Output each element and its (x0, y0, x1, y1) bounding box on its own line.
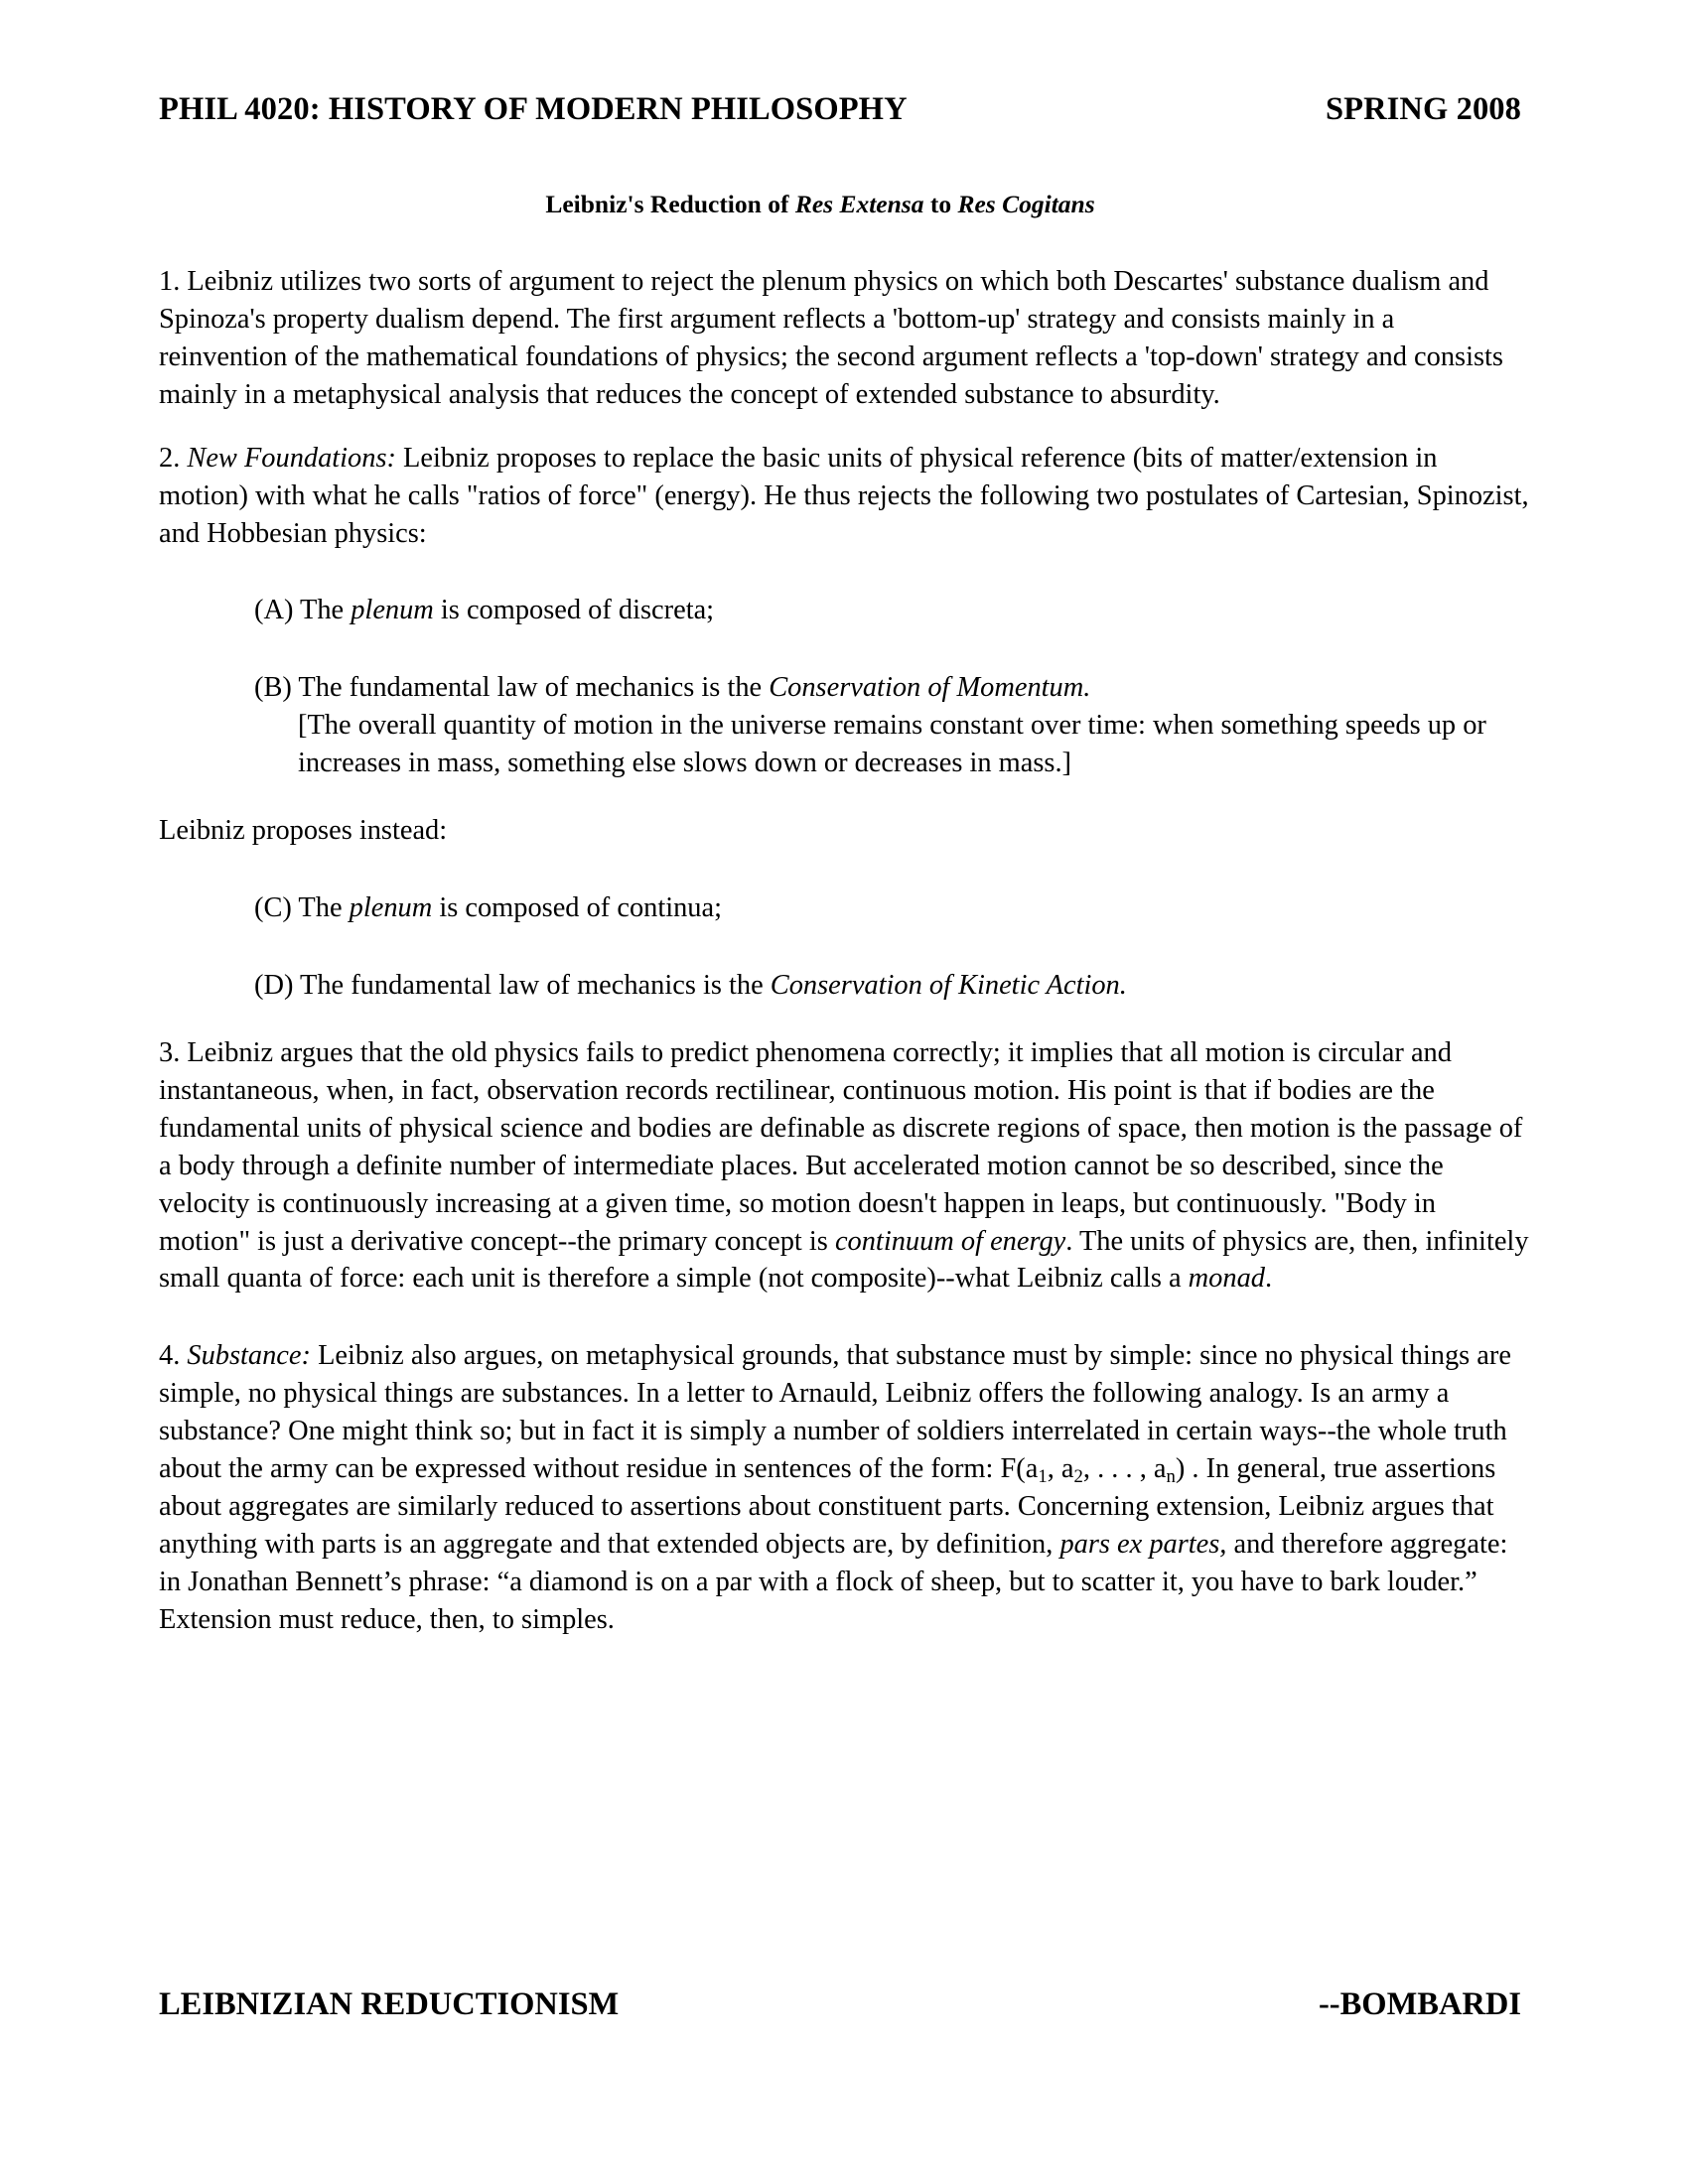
paragraph-2-number: 2. (159, 442, 188, 474)
list-item-a (159, 592, 1529, 629)
item-a-prefix: (A) The (254, 595, 352, 626)
paragraph-3-segment-1: 3. Leibniz argues that the old physics fails to predict phenomena correctly; it implies that all motion is circular and instantaneous, when, in fact, observation records rectilinear, continuous motion. His point is that if bodies are the fundamental units of physical science and bodies are definable as discrete regions of space, then motion is the passage of a body through a definite number of intermediate places. But accelerated motion cannot be so described, since the velocity is continuously increasing at a given time, so motion doesn't happen in leaps, but continuously. "Body in motion" is just a derivative concept--the primary concept is (159, 1036, 1523, 1257)
spacer (159, 876, 1529, 889)
item-b-bracket-note: [The overall quantity of motion in the universe remains constant over time: when something speeds up or increases in mass, something else slows down or decreases in mass.] (298, 710, 1486, 779)
footer-author: --BOMBARDI (1318, 1986, 1521, 2022)
subtitle-part-1: Leibniz's Reduction of (545, 190, 795, 218)
paragraph-4 (159, 1337, 1529, 1638)
paragraph-3 (159, 1034, 1529, 1297)
item-c-suffix: is composed of continua; (432, 892, 722, 924)
paragraph-4-segment-2: , a (1047, 1453, 1074, 1485)
paragraph-4-heading-italic: Substance: (187, 1340, 311, 1372)
subscript-2: 2 (1073, 1466, 1083, 1488)
list-item-c (159, 889, 1529, 927)
item-b-italic-conservation-of-momentum: Conservation of Momentum. (769, 672, 1091, 704)
footer-title: LEIBNIZIAN REDUCTIONISM (159, 1986, 620, 2022)
paragraph-4-segment-4: ) . In general, true assertions about aggregates are similarly reduced to assertions about constituent parts. Concerning extension, Leibniz argues that anything with parts is an aggregate and that extended objects are, by definition, (159, 1453, 1496, 1560)
subtitle-italic-res-cogitans: Res Cogitans (957, 190, 1095, 218)
list-item-b (159, 669, 1529, 782)
paragraph-4-segment-3: , . . . , a (1082, 1453, 1167, 1485)
paragraph-1: 1. Leibniz utilizes two sorts of argument to reject the plenum physics on which both Descartes' substance dualism and Spinoza's property dualism depend. The first argument reflects a 'bottom-up' strategy and consists mainly in a reinvention of the mathematical foundations of physics; the second argument reflects a 'top-down' strategy and consists mainly in a metaphysical analysis that reduces the concept of extended substance to absurdity. (159, 266, 1503, 410)
item-a-italic-plenum: plenum (351, 595, 434, 626)
spacer (159, 578, 1529, 592)
subscript-1: 1 (1038, 1466, 1048, 1488)
subtitle-italic-res-extensa: Res Extensa (794, 190, 924, 218)
spacer (159, 1323, 1529, 1337)
item-a-suffix: is composed of discreta; (433, 595, 715, 626)
spacer (159, 655, 1529, 669)
paragraph-2 (159, 440, 1529, 553)
subscript-n: n (1166, 1466, 1176, 1488)
list-item-d (159, 967, 1529, 1005)
document-footer (159, 1986, 1529, 2023)
paragraph-3-segment-2: . The units of physics are, then, infinitely small quanta of force: each unit is therefore a simple (not composite)--what Leibniz calls a (159, 1225, 1529, 1295)
item-d-italic-conservation-of-kinetic-action: Conservation of Kinetic Action. (770, 969, 1127, 1001)
paragraph-4-segment-5: and therefore aggregate: in Jonathan Bennett’s phrase: “a diamond is on a par with a flock of sheep, but to scatter it, you have to bark louder.” Extension must reduce, then, to simples. (159, 1528, 1508, 1635)
term-label: SPRING 2008 (1325, 91, 1521, 127)
paragraph-2-text: Leibniz proposes to replace the basic units of physical reference (bits of matter/extension in motion) with what he calls "ratios of force" (energy). He thus rejects the following two postulates of Cartesian, Spinozist, and Hobbesian physics: (159, 442, 1529, 549)
document-body (159, 263, 1529, 1639)
course-title: PHIL 4020: HISTORY OF MODERN PHILOSOPHY (159, 91, 908, 127)
paragraph-2-heading-italic: New Foundations: (187, 442, 396, 474)
subtitle-part-2: to (923, 190, 958, 218)
paragraph-4-italic-pars-ex-partes: pars ex partes, (1059, 1528, 1227, 1560)
spacer (159, 953, 1529, 967)
paragraph-4-number: 4. (159, 1340, 188, 1372)
item-b-prefix: (B) The fundamental law of mechanics is the (254, 672, 770, 704)
item-d-prefix: (D) The fundamental law of mechanics is the (254, 969, 771, 1001)
item-c-italic-plenum: plenum (349, 892, 433, 924)
item-c-prefix: (C) The (254, 892, 350, 924)
paragraph-4-segment-1: Leibniz also argues, on metaphysical grounds, that substance must by simple: since no physical things are simple, no physical things are substances. In a letter to Arnauld, Leibniz offers the following analogy. Is an army a substance? One might think so; but in fact it is simply a number of soldiers interrelated in certain ways--the whole truth about the army can be expressed without residue in sentences of the form: F(a (159, 1340, 1511, 1485)
paragraph-3-segment-3: . (1264, 1263, 1273, 1295)
document-subtitle (159, 190, 1529, 219)
paragraph-3-italic-continuum-of-energy: continuum of energy (834, 1225, 1066, 1257)
document-header (159, 0, 1529, 128)
paragraph-3-italic-monad: monad (1188, 1263, 1265, 1295)
leibniz-proposes-instead-line: Leibniz proposes instead: (159, 815, 448, 847)
